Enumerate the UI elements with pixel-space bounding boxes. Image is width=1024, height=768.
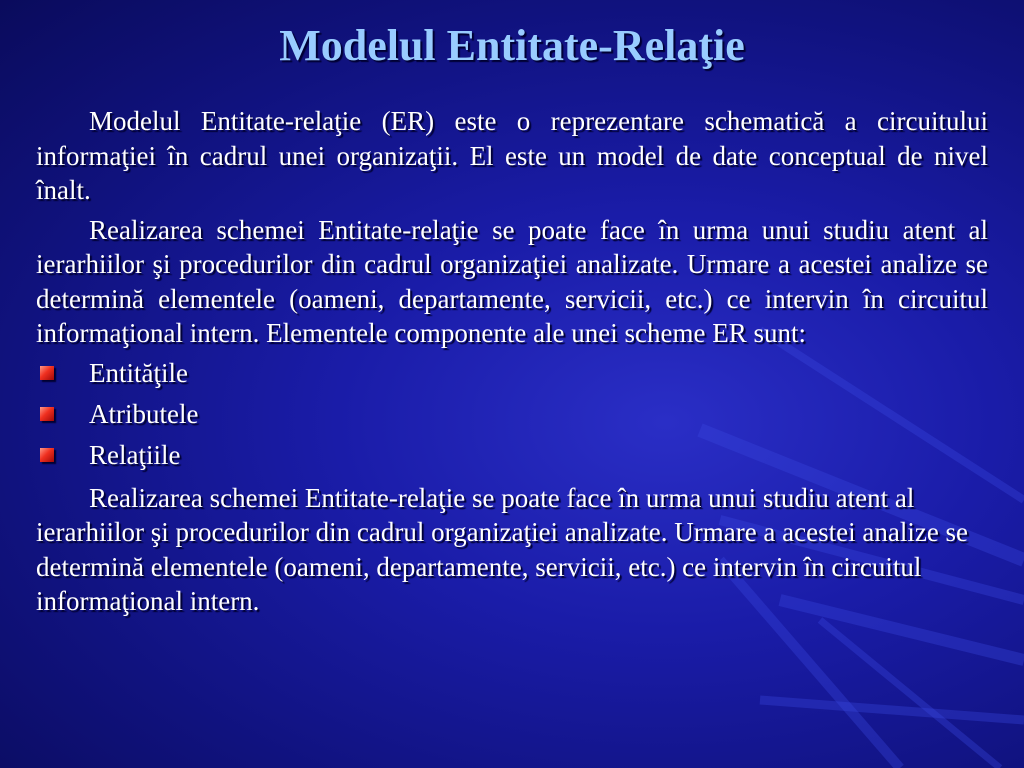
slide-body: [36, 104, 988, 624]
list-item: [36, 356, 988, 397]
bullet-text: Entităţile: [89, 357, 188, 388]
intro-paragraph: Modelul Entitate-relaţie (ER) este o reprezentare schematică a circuitului informaţiei în cadrul unei organizaţii. El este un model de date conceptual de nivel înalt.: [36, 106, 988, 205]
red-square-bullet-icon: [40, 407, 54, 421]
list-item: [36, 397, 988, 438]
red-square-bullet-icon: [40, 366, 54, 380]
list-item: [36, 438, 988, 479]
bullet-text: Relaţiile: [89, 439, 181, 470]
components-list: [36, 356, 988, 479]
slide-title: Modelul Entitate-Relaţie: [279, 21, 745, 70]
analysis-paragraph: Realizarea schemei Entitate-relaţie se poate face în urma unui studiu atent al ierarhiilor şi procedurilor din cadrul organizaţiei analizate. Urmare a acestei analize se determină elementele (oameni, departamente, servicii, etc.) ce intervin în circuitul informaţional intern. Elementele componente ale unei scheme ER sunt:: [36, 214, 988, 348]
red-square-bullet-icon: [40, 448, 54, 462]
bullet-text: Atributele: [89, 398, 199, 429]
closing-paragraph: Realizarea schemei Entitate-relaţie se poate face în urma unui studiu atent al ierarhiilor şi procedurilor din cadrul organizaţiei analizate. Urmare a acestei analize se determină elementele (oameni, departamente, servicii, etc.) ce intervin în circuitul informaţional intern.: [36, 482, 969, 616]
